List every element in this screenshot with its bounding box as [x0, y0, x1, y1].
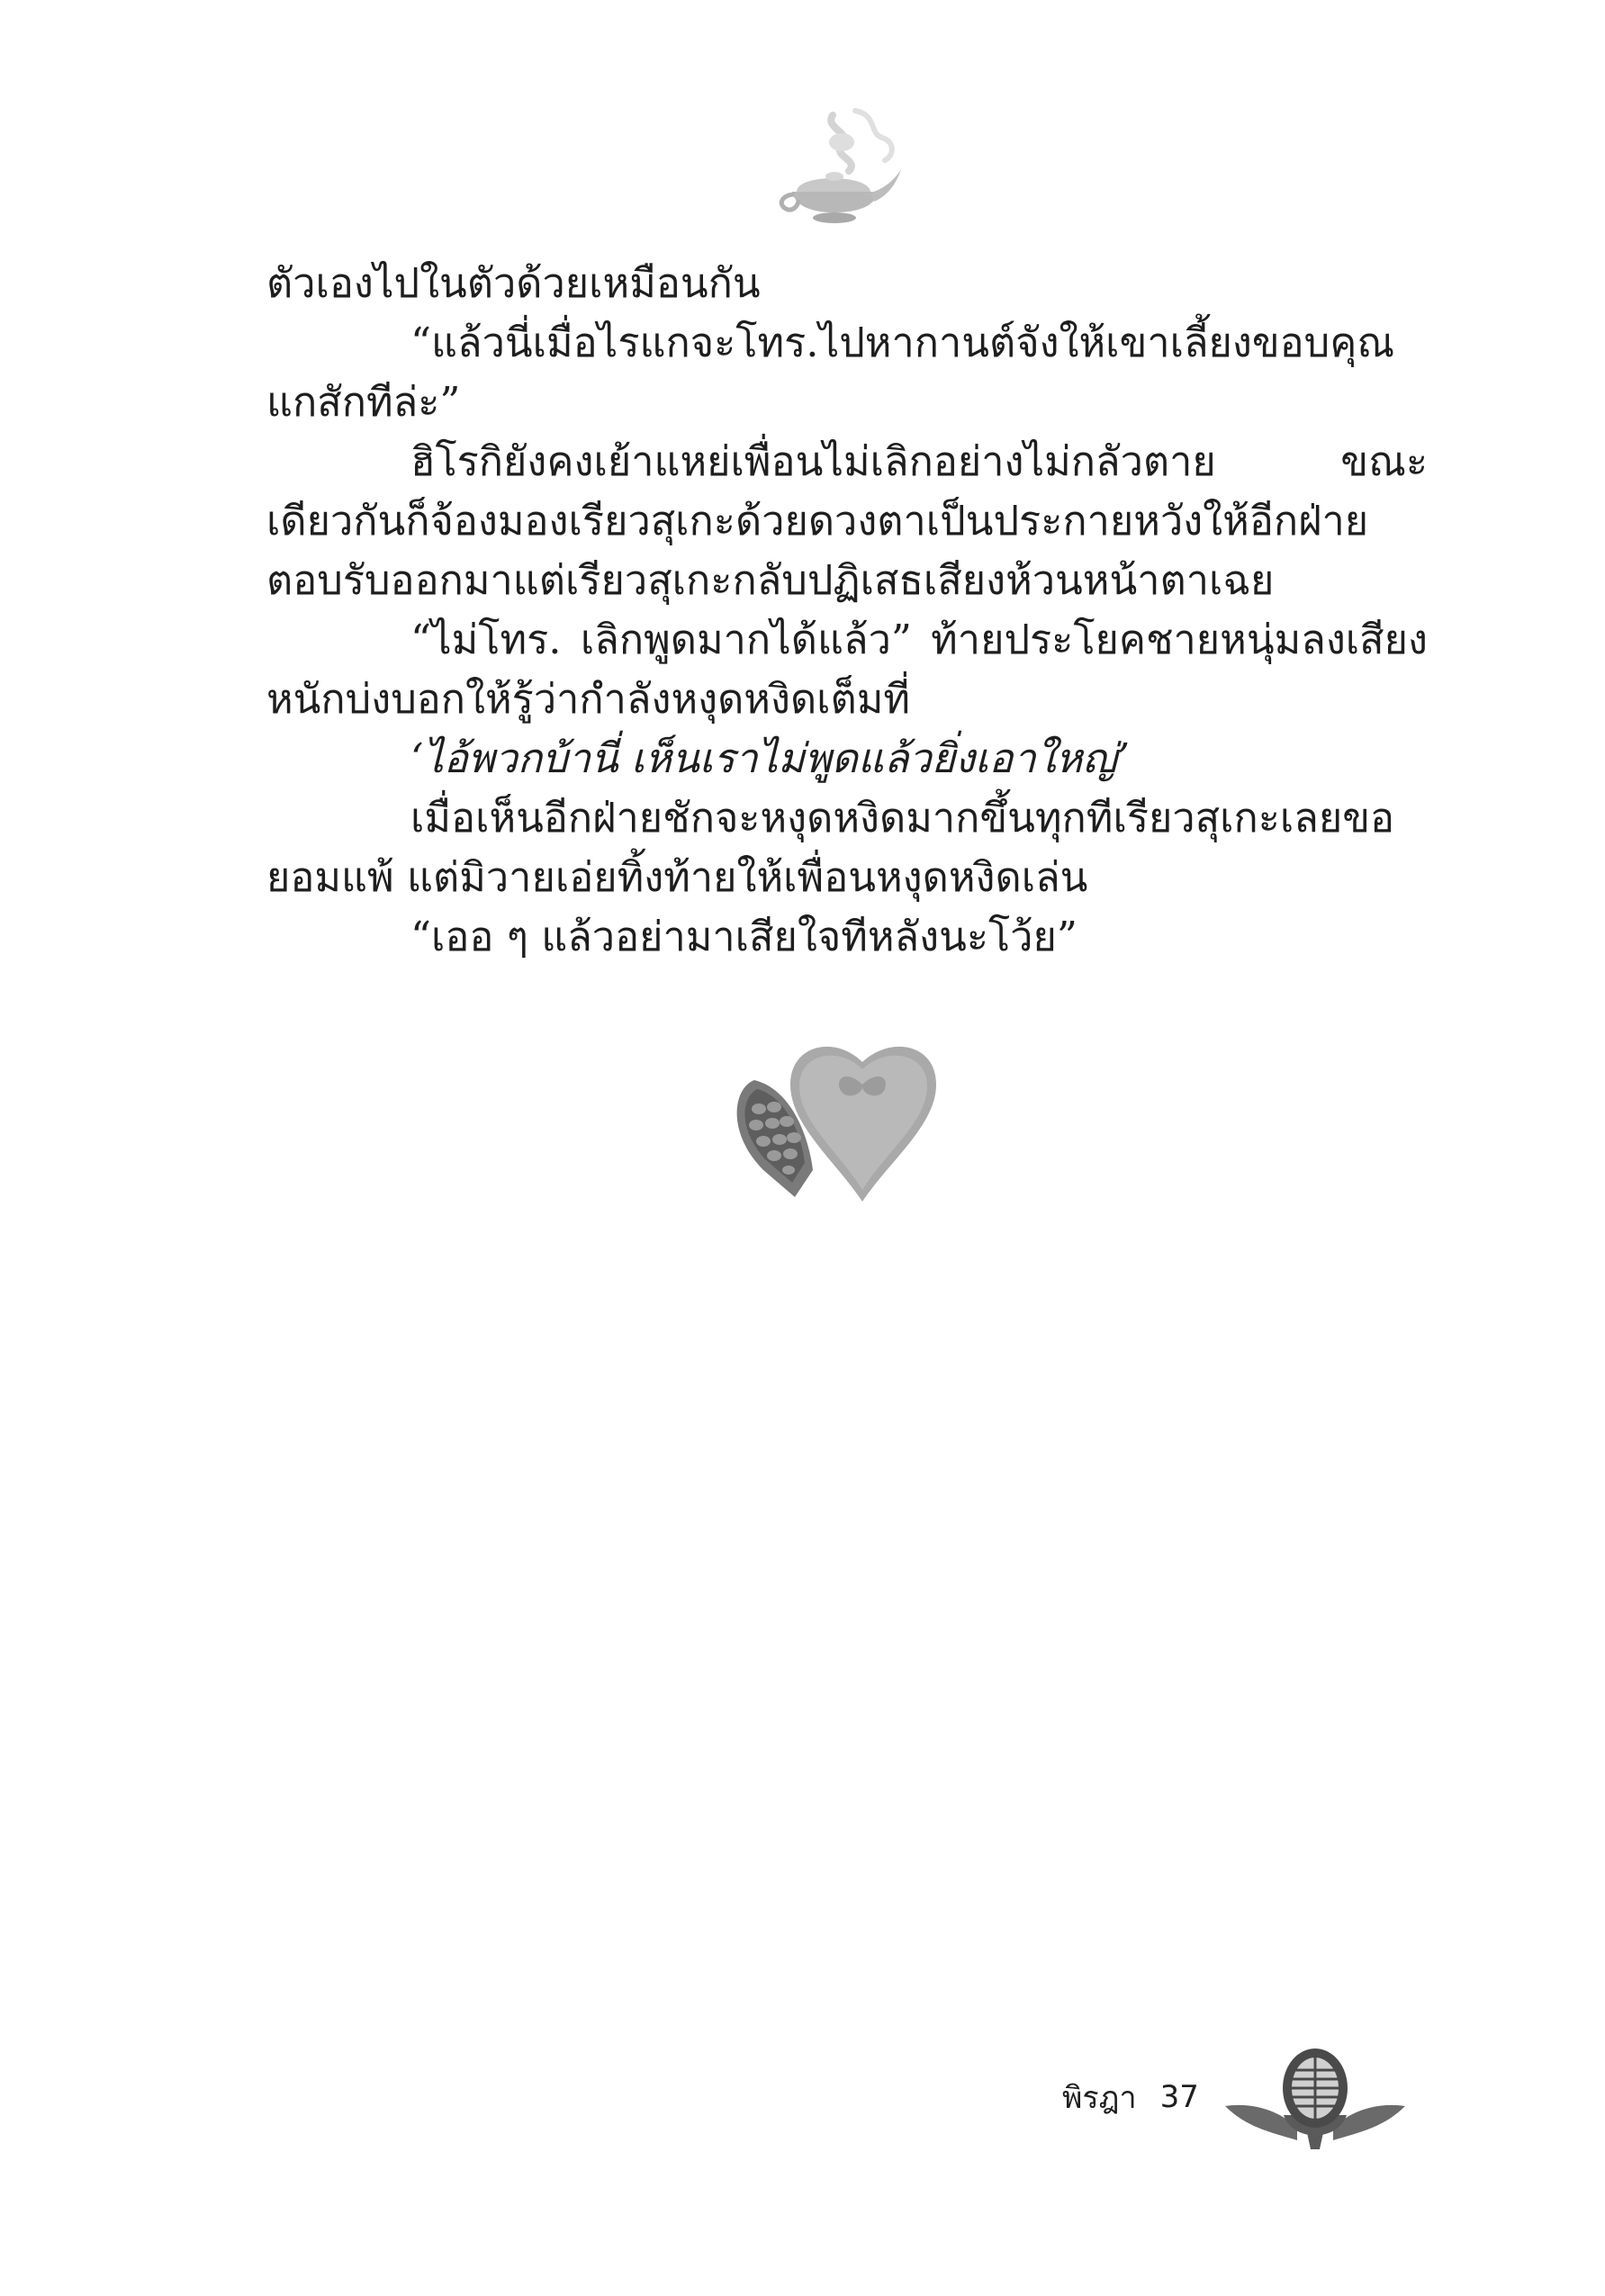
paragraph: เมื่อเห็นอีกฝ่ายชักจะหงุดหงิดมากขึ้นทุกทีเรียวสุเกะเลยขอยอมแพ้ แต่มิวายเอ่ยทิ้งท้ายให้เพื่อนหงุดหงิดเล่น	[266, 794, 1395, 901]
paragraph: ตัวเองไปในตัวด้วยเหมือนกัน	[266, 259, 761, 307]
paragraph: “แล้วนี่เมื่อไรแกจะโทร.ไปหากานต์จังให้เขาเลี้ยงขอบคุณแกสักทีล่ะ”	[266, 319, 1395, 426]
story-text	[266, 254, 1428, 967]
paragraph: ฮิโรกิยังคงเย้าแหย่เพื่อนไม่เลิกอย่างไม่กลัวตาย ขณะเดียวกันก็จ้องมองเรียวสุเกะด้วยดวงตาเป็นประกายหวังให้อีกฝ่ายตอบรับออกมาแต่เรียวสุเกะกลับปฏิเสธเสียงห้วนหน้าตาเฉย	[266, 437, 1428, 604]
heart-chocolate-box-icon	[727, 1035, 943, 1215]
page-number: 37	[1159, 2079, 1199, 2115]
kendo-mask-icon	[1221, 2043, 1410, 2151]
teapot-lamp-icon	[770, 106, 905, 232]
author-name: พิรฎา	[1062, 2080, 1137, 2116]
page-footer	[1062, 2061, 1410, 2133]
paragraph: “เออ ๆ แล้วอย่ามาเสียใจทีหลังนะโว้ย”	[410, 913, 1078, 960]
paragraph: “ไม่โทร. เลิกพูดมากได้แล้ว” ท้ายประโยคชายหนุ่มลงเสียงหนักบ่งบอกให้รู้ว่ากำลังหงุดหงิดเต็มที่	[266, 616, 1428, 723]
inner-thought-paragraph: ‘ไอ้พวกบ้านี่ เห็นเราไม่พูดแล้วยิ่งเอาใหญ่’	[410, 734, 1130, 782]
